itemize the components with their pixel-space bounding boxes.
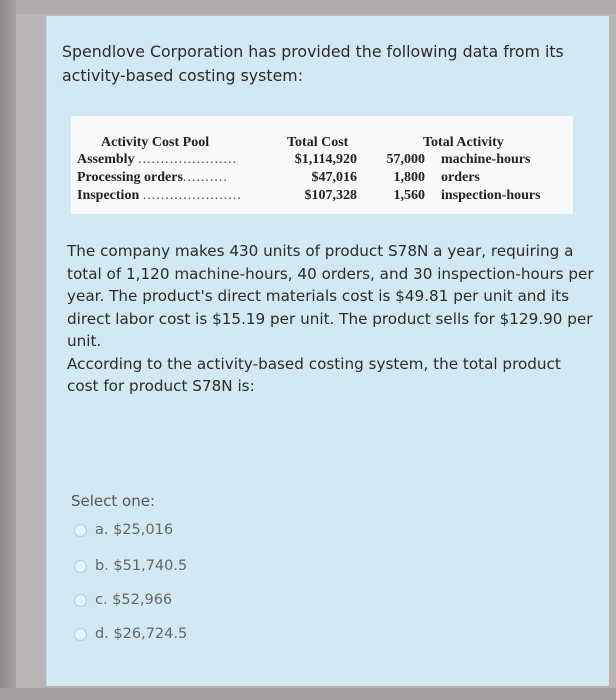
photo-top-edge bbox=[0, 0, 616, 14]
answer-option-b[interactable] bbox=[74, 555, 187, 577]
option-label: c. $52,966 bbox=[95, 592, 173, 608]
leader-dots: .......... bbox=[182, 170, 228, 185]
table-row-pool bbox=[77, 187, 261, 205]
pool-name: Processing orders bbox=[77, 170, 183, 185]
leader-dots: ...................... bbox=[138, 152, 238, 167]
activity-cost-table bbox=[71, 116, 573, 214]
table-row-pool bbox=[77, 169, 261, 187]
table-row-activity-unit: orders bbox=[441, 170, 480, 185]
header-activity-cost-pool: Activity Cost Pool bbox=[101, 135, 210, 150]
photo-left-edge bbox=[0, 0, 16, 700]
question-intro: Spendlove Corporation has provided the following data from its activity-based costing system: bbox=[62, 42, 564, 85]
question-prompt: According to the activity-based costing system, the total product cost for product S78N is: bbox=[67, 354, 561, 395]
table-row-activity-qty: 1,560 bbox=[393, 188, 425, 203]
pool-name: Assembly bbox=[77, 152, 135, 167]
table-row-pool bbox=[77, 151, 261, 169]
answer-option-a[interactable] bbox=[74, 519, 173, 541]
answer-option-c[interactable] bbox=[74, 589, 172, 611]
table-row-activity-qty: 1,800 bbox=[393, 170, 425, 185]
select-one-label: Select one: bbox=[71, 492, 156, 510]
leader-dots: ...................... bbox=[142, 188, 242, 203]
radio-button-icon[interactable] bbox=[74, 628, 87, 641]
radio-button-icon[interactable] bbox=[74, 594, 87, 607]
header-total-activity: Total Activity bbox=[423, 135, 504, 150]
radio-button-icon[interactable] bbox=[74, 560, 87, 573]
option-label: d. $26,724.5 bbox=[95, 626, 188, 642]
answer-option-d[interactable] bbox=[74, 623, 187, 645]
table-row-cost: $1,114,920 bbox=[294, 152, 357, 167]
radio-button-icon[interactable] bbox=[74, 524, 87, 537]
photo-bottom-edge bbox=[0, 688, 616, 700]
header-total-cost: Total Cost bbox=[287, 135, 349, 150]
table-row-activity-unit: inspection-hours bbox=[441, 188, 541, 203]
pool-name: Inspection bbox=[77, 188, 140, 203]
table-row-activity-unit: machine-hours bbox=[441, 152, 531, 167]
option-label: b. $51,740.5 bbox=[95, 558, 188, 574]
option-label: a. $25,016 bbox=[95, 522, 174, 538]
table-row-cost: $47,016 bbox=[311, 170, 357, 185]
question-text bbox=[67, 240, 597, 398]
table-row-cost: $107,328 bbox=[304, 188, 357, 203]
table-row-activity-qty: 57,000 bbox=[386, 152, 425, 167]
question-body: The company makes 430 units of product S78N a year, requiring a total of 1,120 machine-hours, 40 orders, and 30 inspection-hours per year. The product's direct materials cost is $49.81 per unit and its direct labor cost is $15.19 per unit. The product sells for $129.90 per unit. bbox=[67, 242, 594, 350]
